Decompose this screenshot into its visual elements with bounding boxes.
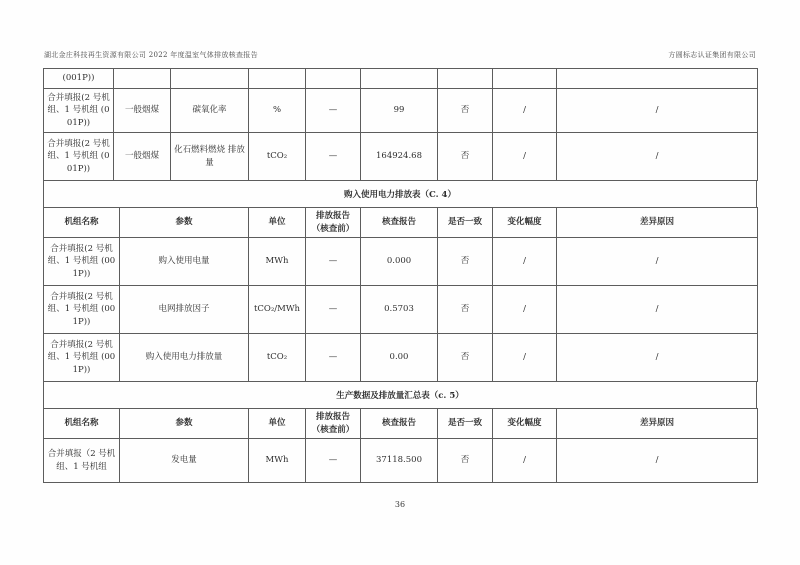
table-cell bbox=[171, 69, 249, 89]
unit-cell: MWh bbox=[249, 439, 306, 483]
report-before-cell: — bbox=[306, 89, 361, 133]
table-header-row bbox=[44, 208, 758, 238]
page-header-right: 方圆标志认证集团有限公司 bbox=[668, 51, 756, 59]
parameter-cell: 化石燃料燃烧 排放量 bbox=[171, 133, 249, 181]
column-header-report-before: 排放报告（核查前） bbox=[306, 208, 361, 238]
verified-value-cell: 99 bbox=[361, 89, 438, 133]
unit-name-cell: 合并填报(2 号机组、1 号机组 (001P)) bbox=[44, 286, 120, 334]
unit-cell: tCO₂/MWh bbox=[249, 286, 306, 334]
report-before-cell: — bbox=[306, 238, 361, 286]
column-header-parameter: 参数 bbox=[120, 409, 249, 439]
fuel-type-cell: 一般烟煤 bbox=[114, 89, 171, 133]
table-cell bbox=[438, 69, 493, 89]
table-cell: (001P)) bbox=[44, 69, 114, 89]
reason-cell: / bbox=[557, 334, 758, 382]
column-header-change: 变化幅度 bbox=[493, 208, 557, 238]
column-header-change: 变化幅度 bbox=[493, 409, 557, 439]
column-header-unit-name: 机组名称 bbox=[44, 208, 120, 238]
section-title-c5: 生产数据及排放量汇总表（c. 5） bbox=[43, 381, 757, 409]
table-cell bbox=[306, 69, 361, 89]
table-row bbox=[44, 439, 758, 483]
table-cell bbox=[557, 69, 758, 89]
unit-cell: tCO₂ bbox=[249, 133, 306, 181]
reason-cell: / bbox=[557, 133, 758, 181]
table-row bbox=[44, 334, 758, 382]
change-cell: / bbox=[493, 133, 557, 181]
unit-name-cell: 合并填报(2 号机组、1 号机组 (001P)) bbox=[44, 133, 114, 181]
consistent-cell: 否 bbox=[438, 439, 493, 483]
column-header-verified: 核查报告 bbox=[361, 409, 438, 439]
unit-name-cell: 合并填报(2 号机组、1 号机组 (001P)) bbox=[44, 238, 120, 286]
unit-cell: % bbox=[249, 89, 306, 133]
column-header-consistent: 是否一致 bbox=[438, 409, 493, 439]
column-header-verified: 核查报告 bbox=[361, 208, 438, 238]
fuel-type-cell: 一般烟煤 bbox=[114, 133, 171, 181]
reason-cell: / bbox=[557, 286, 758, 334]
consistent-cell: 否 bbox=[438, 286, 493, 334]
parameter-cell: 购入使用电量 bbox=[120, 238, 249, 286]
verified-value-cell: 164924.68 bbox=[361, 133, 438, 181]
page-number: 36 bbox=[394, 500, 406, 509]
change-cell: / bbox=[493, 334, 557, 382]
verified-value-cell: 0.000 bbox=[361, 238, 438, 286]
table-cell bbox=[493, 69, 557, 89]
unit-cell: tCO₂ bbox=[249, 334, 306, 382]
parameter-cell: 发电量 bbox=[120, 439, 249, 483]
unit-name-cell: 合并填报(2 号机组、1 号机组 (001P)) bbox=[44, 334, 120, 382]
consistent-cell: 否 bbox=[438, 89, 493, 133]
column-header-reason: 差异原因 bbox=[557, 208, 758, 238]
unit-name-cell: 合并填报（2 号机组、1 号机组 bbox=[44, 439, 120, 483]
parameter-cell: 购入使用电力排放量 bbox=[120, 334, 249, 382]
verified-value-cell: 37118.500 bbox=[361, 439, 438, 483]
table-row bbox=[44, 133, 758, 181]
electricity-emissions-table bbox=[43, 207, 758, 382]
table-cell bbox=[361, 69, 438, 89]
production-summary-table bbox=[43, 408, 758, 483]
table-header-row bbox=[44, 409, 758, 439]
change-cell: / bbox=[493, 89, 557, 133]
column-header-consistent: 是否一致 bbox=[438, 208, 493, 238]
reason-cell: / bbox=[557, 439, 758, 483]
table-row bbox=[44, 286, 758, 334]
change-cell: / bbox=[493, 286, 557, 334]
reason-cell: / bbox=[557, 238, 758, 286]
table-row bbox=[44, 238, 758, 286]
column-header-unit-name: 机组名称 bbox=[44, 409, 120, 439]
change-cell: / bbox=[493, 238, 557, 286]
unit-cell: MWh bbox=[249, 238, 306, 286]
table-cell bbox=[114, 69, 171, 89]
report-before-cell: — bbox=[306, 334, 361, 382]
column-header-unit: 单位 bbox=[249, 208, 306, 238]
verified-value-cell: 0.5703 bbox=[361, 286, 438, 334]
page-header-left: 湖北金庄科技再生资源有限公司 2022 年度温室气体排放核查报告 bbox=[44, 51, 258, 59]
table-row bbox=[44, 69, 758, 89]
consistent-cell: 否 bbox=[438, 238, 493, 286]
fuel-emissions-table bbox=[43, 68, 758, 181]
report-before-cell: — bbox=[306, 439, 361, 483]
unit-name-cell: 合并填报(2 号机组、1 号机组 (001P)) bbox=[44, 89, 114, 133]
section-title-c4: 购入使用电力排放表（C. 4） bbox=[43, 180, 757, 208]
column-header-unit: 单位 bbox=[249, 409, 306, 439]
consistent-cell: 否 bbox=[438, 133, 493, 181]
table-cell bbox=[249, 69, 306, 89]
report-tables bbox=[43, 68, 757, 483]
verified-value-cell: 0.00 bbox=[361, 334, 438, 382]
report-before-cell: — bbox=[306, 133, 361, 181]
parameter-cell: 电网排放因子 bbox=[120, 286, 249, 334]
change-cell: / bbox=[493, 439, 557, 483]
column-header-reason: 差异原因 bbox=[557, 409, 758, 439]
report-before-cell: — bbox=[306, 286, 361, 334]
parameter-cell: 碳氧化率 bbox=[171, 89, 249, 133]
table-row bbox=[44, 89, 758, 133]
reason-cell: / bbox=[557, 89, 758, 133]
column-header-parameter: 参数 bbox=[120, 208, 249, 238]
column-header-report-before: 排放报告（核查前） bbox=[306, 409, 361, 439]
consistent-cell: 否 bbox=[438, 334, 493, 382]
